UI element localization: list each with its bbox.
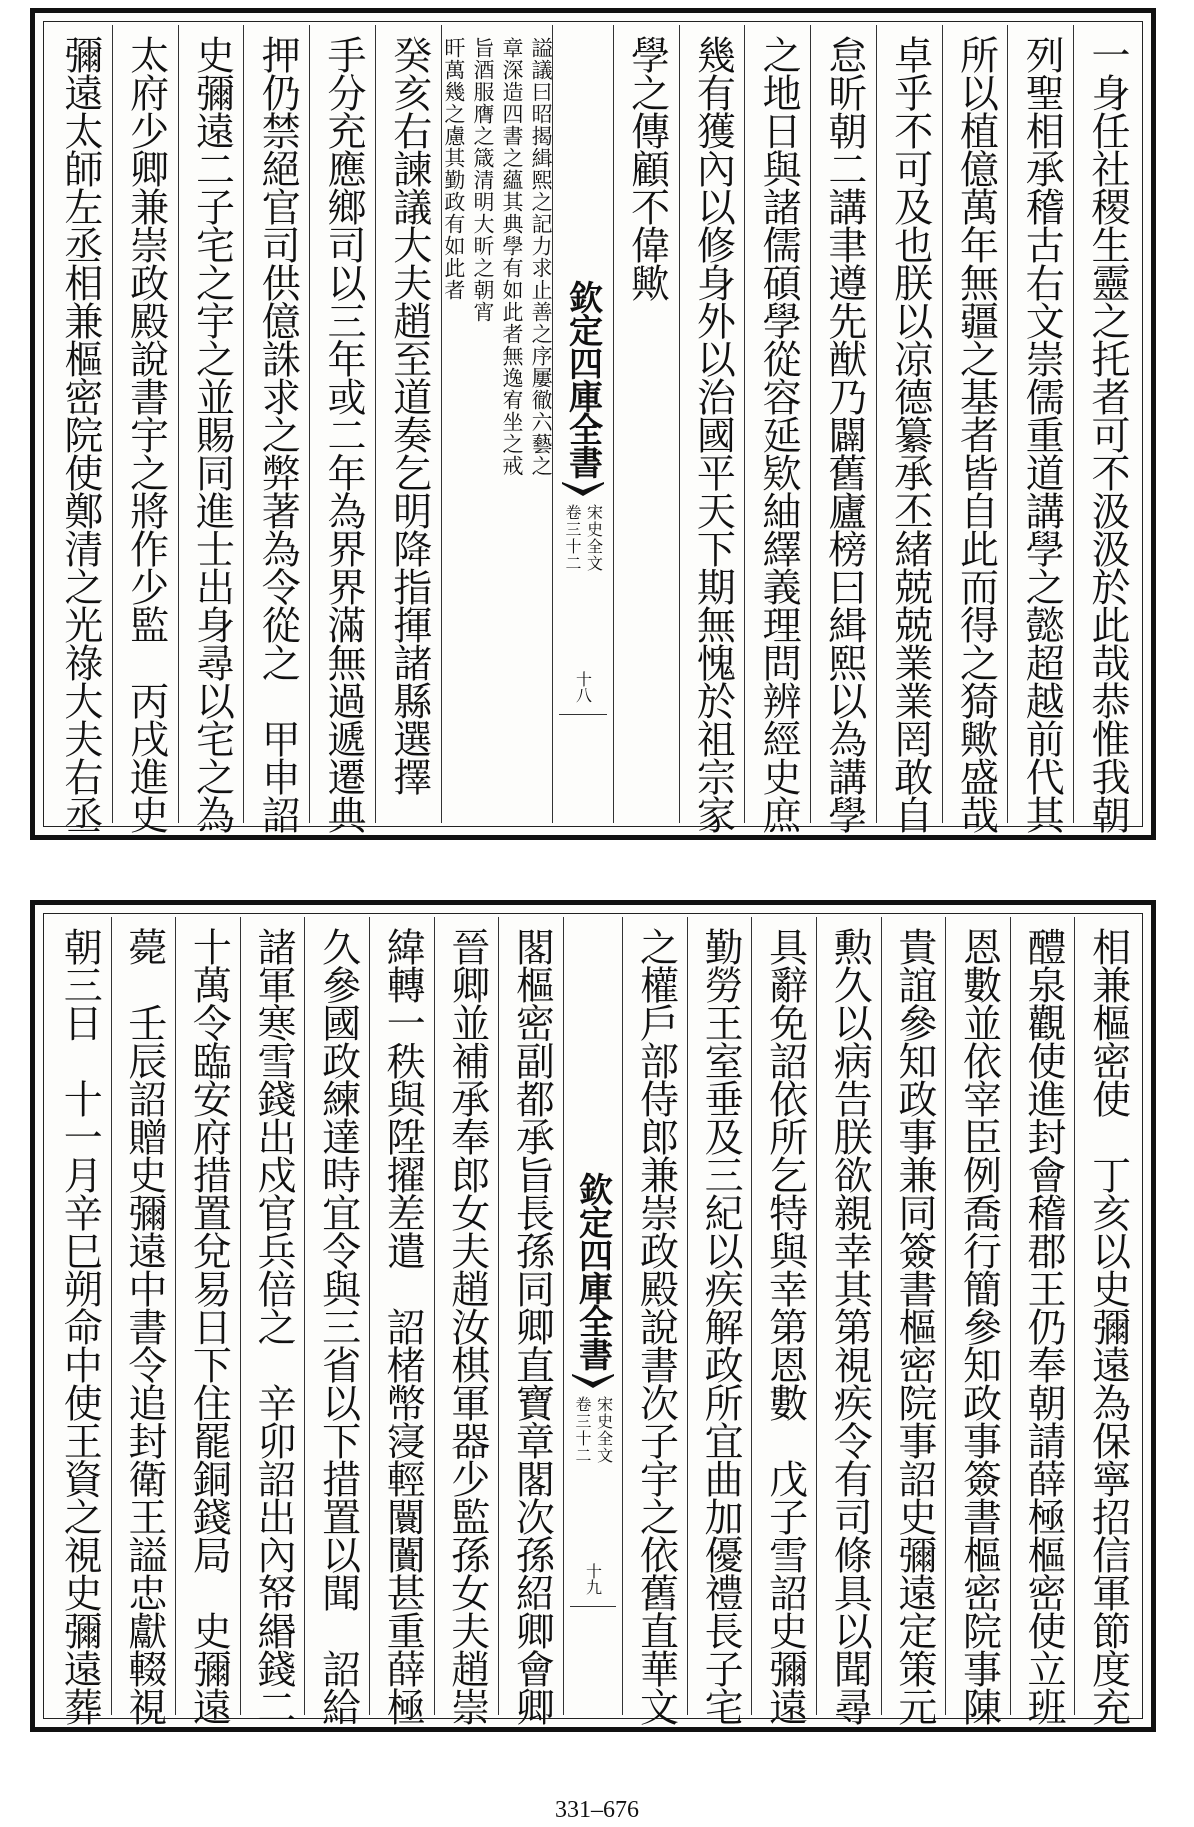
text-column xyxy=(498,917,563,1725)
text-column xyxy=(679,25,745,833)
text-column xyxy=(240,917,305,1725)
text-column xyxy=(744,25,810,833)
page-footer-number: 331–676 xyxy=(555,1797,639,1823)
column-text: 押仍禁絕官司供億誅求之弊著為令從之 甲申詔 xyxy=(255,35,301,833)
fishtail-ornament-icon xyxy=(572,1374,614,1390)
heart-info xyxy=(563,504,602,572)
column-text: 醴泉觀使進封會稽郡王仍奉朝請薛極樞密使立班 xyxy=(1021,927,1067,1725)
column-text: 貴誼參知政事兼同簽書樞密院事詔史彌遠定策元 xyxy=(891,927,937,1725)
column-text: 所以植億萬年無疆之基者皆自此而得之猗歟盛哉 xyxy=(953,35,999,833)
page-heart xyxy=(552,25,613,823)
text-column xyxy=(178,25,244,833)
column-text: 彌遠太師左丞相兼樞密院使鄭清之光祿大夫右丞 xyxy=(57,35,103,833)
column-text: 薨 壬辰詔贈史彌遠中書令追封衛王謚忠獻輟視 xyxy=(121,927,167,1725)
heart-book: 宋史全文 xyxy=(584,504,604,572)
text-column xyxy=(175,917,240,1725)
column-text: 十萬令臨安府措置兌易日下住罷銅錢局 史彌遠 xyxy=(186,927,232,1725)
column-text: 久參國政練達時宜令與三省以下措置以聞 詔給 xyxy=(315,927,361,1725)
column-text: 朝三日 十一月辛巳朔命中使王資之視史彌遠葬 xyxy=(57,927,103,1725)
text-column xyxy=(881,917,946,1725)
text-column xyxy=(243,25,309,833)
text-column xyxy=(810,25,876,833)
heart-book: 宋史全文 xyxy=(594,1396,614,1464)
text-column xyxy=(876,25,942,833)
heart-title: 欽定四庫全書 xyxy=(572,1172,613,1370)
commentary-line: 旰萬幾之慮其勤政有如此者 xyxy=(441,37,466,301)
heart-title: 欽定四庫全書 xyxy=(562,280,603,478)
commentary-line: 章深造四書之蘊其典學有如此者無逸宥坐之戒 xyxy=(500,37,525,477)
heart-page-number: 十八 xyxy=(573,671,593,703)
heart-volume: 卷三十二 xyxy=(573,1396,592,1464)
text-column xyxy=(304,917,369,1725)
column-text: 恩數並依宰臣例喬行簡參知政事簽書樞密院事陳 xyxy=(956,927,1002,1725)
heart-divider xyxy=(559,714,607,715)
column-text: 列聖相承稽古右文崇儒重道講學之懿超越前代其 xyxy=(1019,35,1065,833)
column-text: 閣樞密副都承旨長孫同卿直寶章閣次孫紹卿會卿 xyxy=(509,927,555,1725)
text-column xyxy=(942,25,1008,833)
text-column xyxy=(112,25,178,833)
top-columns xyxy=(47,25,1139,833)
text-column xyxy=(309,25,375,833)
column-text: 之地日與諸儒碩學從容延欵紬繹義理問辨經史庶 xyxy=(756,35,802,833)
column-text: 卓乎不可及也朕以凉德纂承丕緒兢兢業業罔敢自 xyxy=(887,35,933,833)
column-text: 學之傳顧不偉歟 xyxy=(624,35,670,301)
column-text: 具辭免詔依所乞特與幸第恩數 戊子雪詔史彌遠 xyxy=(762,927,808,1725)
text-column xyxy=(1010,917,1075,1725)
column-text: 手分充應鄉司以三年或二年為界界滿無過遞遷典 xyxy=(321,35,367,833)
text-column xyxy=(1074,917,1139,1725)
text-column xyxy=(47,25,112,833)
text-column xyxy=(687,917,752,1725)
column-text: 諸軍寒雪錢出戍官兵倍之 辛卯詔出內帑緡錢二 xyxy=(251,927,296,1725)
heart-volume: 卷三十二 xyxy=(562,504,582,572)
column-text: 怠昕朝二講聿遵先猷乃闢舊廬榜曰緝熙以為講學 xyxy=(821,35,867,833)
text-column xyxy=(622,917,687,1725)
column-text: 一身任社稷生靈之托者可不汲汲於此哉恭惟我朝 xyxy=(1085,35,1131,833)
column-text: 相兼樞密使 丁亥以史彌遠為保寧招信軍節度充 xyxy=(1085,927,1131,1725)
bottom-page xyxy=(30,900,1156,1732)
column-text: 之權戶部侍郎兼崇政殿說書次子宇之依舊直華文 xyxy=(633,927,679,1725)
column-text: 勤勞王室垂及三紀以疾解政所宜曲加優禮長子宅 xyxy=(698,927,744,1725)
column-text: 史彌遠二子宅之宇之並賜同進士出身尋以宅之為 xyxy=(189,35,235,833)
column-text: 晉卿並補承奉郎女夫趙汝棋軍器少監孫女夫趙崇 xyxy=(444,927,490,1725)
text-column xyxy=(47,917,111,1725)
text-column xyxy=(111,917,176,1725)
column-text: 幾有獲內以修身外以治國平天下期無愧於祖宗家 xyxy=(690,35,736,833)
commentary-line: 旨酒服膺之箴清明大昕之朝宵 xyxy=(470,37,495,323)
column-text: 太府少卿兼崇政殿說書宇之將作少監 丙戌進史 xyxy=(123,35,169,833)
text-column xyxy=(369,917,434,1725)
column-text: 癸亥右諫議大夫趙至道奏乞明降指揮諸縣選擇 xyxy=(386,35,432,795)
column-text: 緯轉一秩與陞擢差遣 詔楮幣寖輕闤闠甚重薛極 xyxy=(380,927,426,1725)
text-column xyxy=(1073,25,1139,833)
text-column xyxy=(751,917,816,1725)
text-column xyxy=(613,25,679,823)
heart-info xyxy=(573,1396,612,1464)
page-heart xyxy=(563,917,623,1715)
bottom-columns xyxy=(47,917,1139,1725)
heart-divider xyxy=(570,1606,617,1607)
text-column xyxy=(375,25,441,823)
text-column xyxy=(816,917,881,1725)
column-text: 勲久以病告朕欲親幸其第視疾令有司條具以聞尋 xyxy=(827,927,873,1725)
commentary-column xyxy=(441,25,552,823)
top-page xyxy=(30,8,1156,840)
text-column xyxy=(1007,25,1073,833)
fishtail-ornament-icon xyxy=(562,482,604,498)
heart-page-number: 十九 xyxy=(583,1563,603,1595)
text-column xyxy=(945,917,1010,1725)
text-column xyxy=(434,917,499,1725)
commentary-line: 謚議曰昭揭緝熙之記力求止善之序屢徹六藝之 xyxy=(529,37,554,477)
